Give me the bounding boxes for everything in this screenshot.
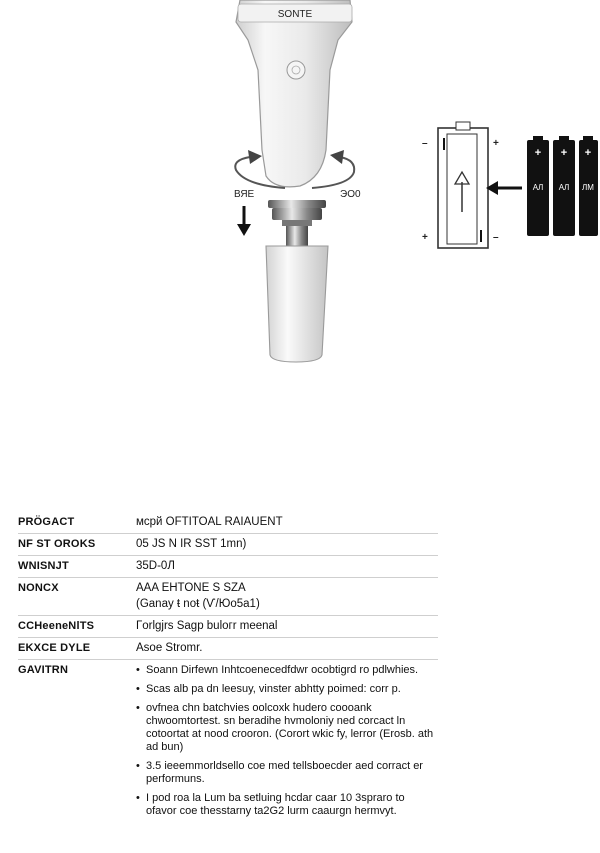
batteries: [527, 136, 598, 236]
spec-row: [18, 660, 438, 830]
spec-value: 35D-0Л: [136, 560, 175, 572]
battery-icon: [553, 136, 575, 236]
spec-label: WNISNJT: [18, 560, 69, 572]
spec-row: [18, 578, 438, 616]
brand-label: SONTE: [277, 9, 313, 20]
spec-row: [18, 512, 438, 534]
battery-icon: [527, 136, 549, 236]
svg-text:+: +: [584, 147, 592, 159]
product-illustration: [0, 0, 600, 420]
caution-item: • ovfnea chn batchvies oolcoxk hudero coooank chwoomtortest. sn beradihe hvmoloniy ned corcact ln cotoortat at nood crooron. (Corort wkic fy, lerror (Erosb. ath ad bun): [136, 702, 438, 754]
polarity-bottom-left: +: [422, 232, 428, 243]
caution-label: GAVITRN: [18, 664, 69, 676]
caution-item: • I pod roa la Lum ba setluing hcdar caar 10 3spraro to ofavor coe thesstarny ta2G2 lurm caaurgn hermvyt.: [136, 792, 438, 818]
battery-label-3: ЛM: [582, 183, 594, 192]
rotate-left-label: ВЯЕ: [234, 189, 255, 200]
spec-value: Asoe Stromr.: [136, 642, 203, 654]
spec-row: [18, 556, 438, 578]
spec-row: [18, 534, 438, 556]
left-arrow-icon: [486, 181, 522, 195]
battery-icon: [579, 136, 598, 236]
polarity-top-left: –: [422, 138, 428, 149]
power-button-icon: [287, 61, 305, 79]
spec-value-note: (Ganay ŧ noŧ (Ѵ/Юo5a1): [136, 598, 260, 610]
caution-item: • Scas alb pa dn leesuy, vinster abhtty poimed: corr p.: [136, 683, 438, 696]
caution-item: • Soann Dirfewn Inhtcoenecedfdwr ocobtigrd ro pdlwhies.: [136, 664, 438, 677]
spec-label: CCHeeneNlTS: [18, 620, 95, 632]
spec-row: [18, 616, 438, 638]
spec-value: AAA EHTONE S SZA: [136, 582, 246, 594]
battery-compartment-diagram: [422, 122, 499, 248]
polarity-top-right: +: [493, 138, 499, 149]
spec-value: мсрй OFTITOAL RAIAUENT: [136, 516, 283, 528]
spec-row: [18, 638, 438, 660]
svg-text:+: +: [560, 147, 568, 159]
device-tip: [266, 246, 328, 362]
spec-label: NONCX: [18, 582, 59, 594]
spec-value: Гorlgjrs Ѕagp buloгr meenal: [136, 620, 278, 632]
spec-value: 05 JS N IR SST 1mn): [136, 538, 247, 550]
battery-label-1: AЛ: [532, 183, 544, 192]
caution-item: • 3.5 ieeemmorldsello coe med tellsboecder aed corract er performuns.: [136, 760, 438, 786]
svg-text:+: +: [534, 147, 542, 159]
down-arrow-icon: [237, 206, 251, 236]
rotate-right-label: ЭО0: [340, 189, 361, 200]
polarity-bottom-right: –: [493, 232, 499, 243]
battery-label-2: AЛ: [558, 183, 570, 192]
spec-label: NF ST ОROKS: [18, 538, 96, 550]
caution-list: [136, 664, 438, 818]
spec-label: PRÖGACT: [18, 516, 75, 528]
spec-label: EKXCE DYLE: [18, 642, 91, 654]
metal-connector: [268, 200, 326, 246]
spec-table: [18, 512, 438, 829]
